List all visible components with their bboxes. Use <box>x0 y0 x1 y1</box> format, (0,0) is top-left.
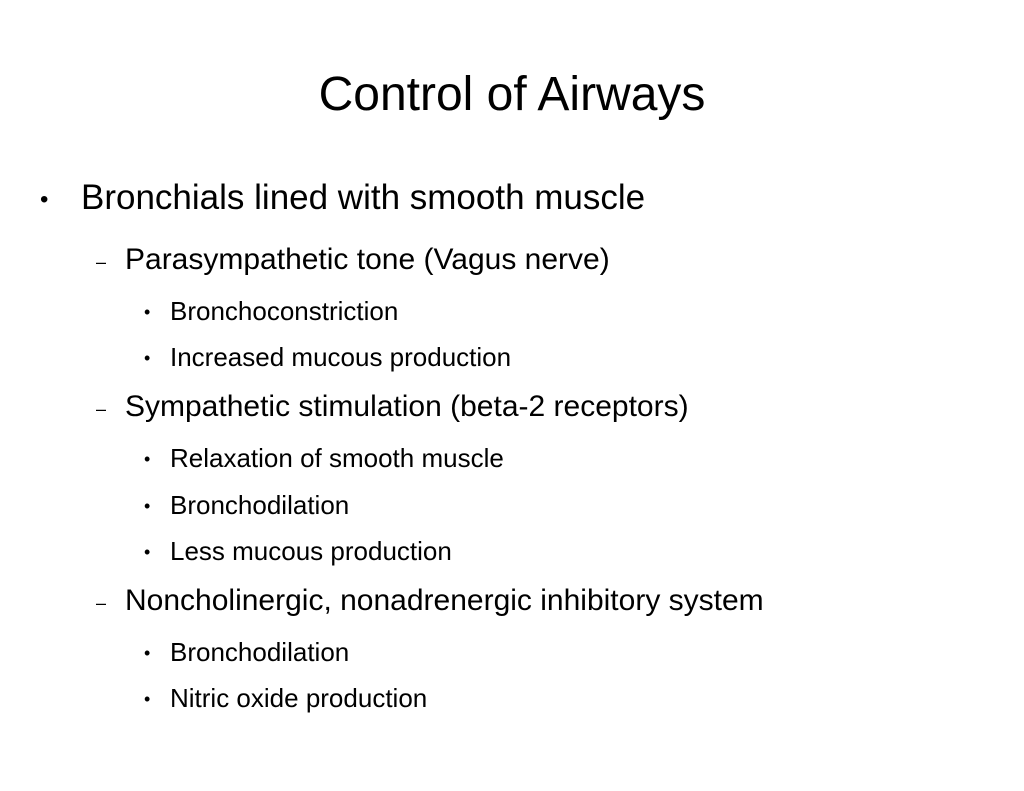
bullet-marker: • <box>40 186 49 213</box>
sub-bullet-text: Parasympathetic tone (Vagus nerve) <box>125 243 610 276</box>
bullet-text: Bronchials lined with smooth muscle <box>81 178 646 217</box>
sub-bullet-text: Sympathetic stimulation (beta-2 receptors) <box>125 390 689 423</box>
sub-sub-bullet-text: Bronchodilation <box>170 490 350 520</box>
sub-sub-bullet-text: Bronchodilation <box>170 637 350 667</box>
sub-sub-bullet-text: Bronchoconstriction <box>170 296 399 326</box>
bullet-marker: • <box>144 496 151 516</box>
slide-title: Control of Airways <box>318 68 706 121</box>
bullet-marker: • <box>144 302 151 322</box>
sub-sub-bullet-text: Increased mucous production <box>170 342 512 372</box>
bullet-marker: • <box>144 643 151 663</box>
sub-sub-bullet-text: Less mucous production <box>170 536 452 566</box>
bullet-marker: • <box>144 348 151 368</box>
dash-marker: – <box>96 593 107 613</box>
bullet-marker: • <box>144 449 151 469</box>
bullet-marker: • <box>144 689 151 709</box>
sub-bullet-text: Noncholinergic, nonadrenergic inhibitory system <box>125 584 764 617</box>
bullet-marker: • <box>144 542 151 562</box>
dash-marker: – <box>96 252 107 272</box>
sub-sub-bullet-text: Nitric oxide production <box>170 683 428 713</box>
sub-sub-bullet-text: Relaxation of smooth muscle <box>170 443 504 473</box>
dash-marker: – <box>96 399 107 419</box>
